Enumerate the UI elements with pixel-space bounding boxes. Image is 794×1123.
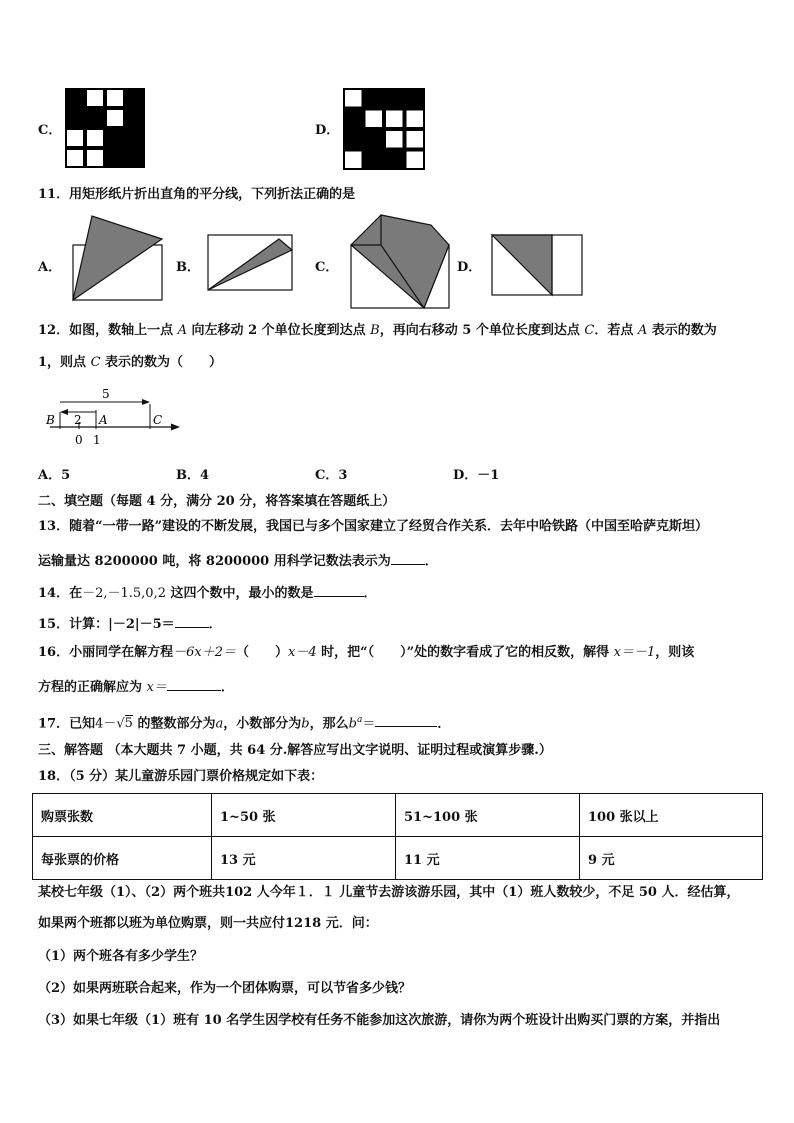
point-a-label: A — [99, 413, 108, 427]
fold-figure-d — [491, 234, 587, 296]
section-2-title: 二、填空题（每题 4 分，满分 20 分，将答案填在答题纸上） — [38, 494, 396, 509]
q12-option-b: B．4 — [176, 468, 210, 483]
grid-white-cell — [407, 111, 424, 128]
q18-subquestion-3: （3）如果七年级（1）班有 10 名学生因学校有任务不能参加这次旅游，请你为两个班设计出购买门票的方案，并指出 — [38, 1013, 721, 1028]
q11-option-d-label: D． — [457, 260, 482, 275]
q12-stem-line2: 1，则点 C 表示的数为（ ） — [38, 355, 223, 370]
grid-option-d — [342, 87, 426, 171]
q11-option-c-label: C． — [315, 260, 339, 275]
sqrt-symbol: √ — [116, 716, 125, 732]
number-line-figure — [44, 384, 184, 446]
section-3-title: 三、解答题 （本大题共 7 小题，共 64 分.解答应写出文字说明、证明过程或演算步骤.） — [38, 743, 552, 758]
grid-d-cells — [343, 88, 425, 170]
table-cell: 11 元 — [396, 837, 580, 880]
q14-line: 14．在－2,－1.5,0,2 这四个数中，最小的数是 ． — [38, 582, 377, 603]
grid-white-cell — [345, 152, 362, 169]
q13-line1: 13．随着“一带一路”建设的不断发展，我国已与多个国家建立了经贸合作关系．去年中哈铁路（中国至哈萨克斯坦） — [38, 519, 709, 534]
grid-white-cell — [67, 150, 83, 166]
grid-white-cell — [87, 90, 103, 106]
table-cell: 购票张数 — [33, 794, 212, 837]
label-two: 2 — [74, 413, 82, 427]
grid-white-cell — [87, 150, 103, 166]
q16-line1: 16．小丽同学在解方程－6x＋2＝（ ）x－4 时，把“（ ）”处的数字看成了它的相反数，解得 x＝－1，则该 — [38, 645, 695, 660]
ticket-price-table — [32, 793, 763, 880]
grid-white-cell — [107, 110, 123, 126]
grid-c-cells — [65, 88, 145, 168]
q18-title: 18．（5 分）某儿童游乐园门票价格规定如下表： — [38, 769, 324, 784]
grid-white-cell — [386, 111, 403, 128]
grid-white-cell — [366, 111, 383, 128]
fold-figure-b — [207, 234, 295, 294]
tick-one-label: 1 — [93, 433, 101, 447]
q12-stem-line1: 12．如图，数轴上一点 A 向左移动 2 个单位长度到达点 B，再向右移动 5 个单位长度到达点 C．若点 A 表示的数为 — [38, 323, 717, 338]
q18-paragraph-2: 如果两个班都以班为单位购票，则一共应付1218 元．问： — [38, 916, 378, 931]
option-c-label: C． — [38, 123, 62, 138]
q14-answer-blank — [314, 582, 364, 597]
grid-option-c — [64, 87, 146, 169]
q11-option-b-label: B． — [176, 260, 200, 275]
option-d-label: D． — [315, 123, 340, 138]
table-cell: 51~100 张 — [396, 794, 580, 837]
q13-line2: 运输量达 8200000 吨，将 8200000 用科学记数法表示为 ． — [38, 550, 438, 571]
q12-option-a: A．5 — [38, 468, 71, 483]
table-row — [33, 794, 763, 837]
table-cell: 9 元 — [580, 837, 763, 880]
q11-stem: 11．用矩形纸片折出直角的平分线，下列折法正确的是 — [38, 187, 356, 202]
grid-white-cell — [107, 90, 123, 106]
label-five: 5 — [102, 387, 110, 401]
q17-answer-blank — [375, 712, 437, 727]
q11-option-a-label: A． — [38, 260, 62, 275]
q15-line: 15．计算：|－2|－5＝ ． — [38, 613, 222, 634]
point-b-label: B — [46, 413, 55, 427]
table-cell: 1~50 张 — [212, 794, 396, 837]
q12-option-c: C．3 — [315, 468, 348, 483]
q16-answer-blank — [167, 676, 221, 691]
q17-line: 17．已知4－√5 的整数部分为a，小数部分为b，那么$b^a=$ ． — [38, 711, 450, 733]
fold-figure-a — [72, 214, 166, 306]
q18-subquestion-2: （2）如果两班联合起来，作为一个团体购票，可以节省多少钱？ — [38, 981, 412, 996]
grid-white-cell — [386, 131, 403, 148]
table-cell: 13 元 — [212, 837, 396, 880]
grid-white-cell — [407, 131, 424, 148]
tick-zero-label: 0 — [75, 433, 83, 447]
q12-option-d: D．－1 — [453, 468, 500, 483]
q15-answer-blank — [175, 613, 209, 628]
table-cell: 每张票的价格 — [33, 837, 212, 880]
grid-white-cell — [407, 152, 424, 169]
grid-white-cell — [345, 90, 362, 107]
grid-white-cell — [67, 130, 83, 146]
q16-line2: 方程的正确解应为 x＝ ． — [38, 676, 234, 697]
q18-subquestion-1: （1）两个班各有多少学生？ — [38, 949, 204, 964]
fold-figure-c — [349, 213, 453, 311]
point-c-label: C — [153, 413, 163, 427]
q18-paragraph-1: 某校七年级（1）、（2）两个班共102 人今年１．１ 儿童节去游该游乐园，其中（1）班人数较少，不足 50 人．经估算， — [38, 885, 740, 900]
grid-white-cell — [87, 130, 103, 146]
q13-answer-blank — [391, 550, 425, 565]
table-cell: 100 张以上 — [580, 794, 763, 837]
table-row — [33, 837, 763, 880]
